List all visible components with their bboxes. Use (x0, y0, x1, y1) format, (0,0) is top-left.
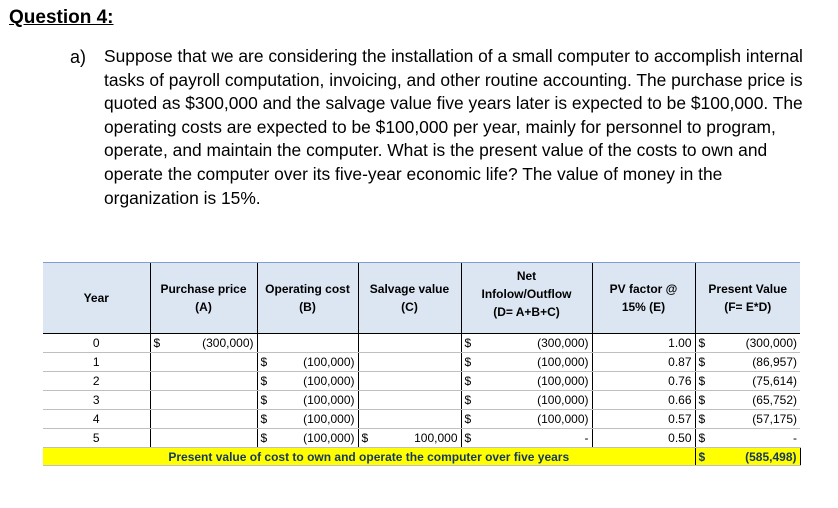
total-row (43, 448, 800, 466)
year-cell: 4 (43, 410, 150, 429)
pv-factor-cell: 0.66 (592, 391, 695, 410)
header-net-flow: Net Infolow/Outflow (D= A+B+C) (461, 263, 592, 334)
table-row (43, 334, 800, 353)
total-label: Present value of cost to own and operate the computer over five years (43, 448, 695, 466)
present-value-cell: $ (300,000) (695, 334, 800, 353)
header-pv-factor: PV factor @ 15% (E) (592, 263, 695, 334)
pv-factor-cell: 0.76 (592, 372, 695, 391)
purchase-cell (150, 353, 257, 372)
net-flow-cell: $ (100,000) (461, 391, 592, 410)
operating-cell: $ (100,000) (257, 429, 358, 448)
present-value-cell: $ (86,957) (695, 353, 800, 372)
purchase-cell (150, 391, 257, 410)
pv-factor-cell: 0.50 (592, 429, 695, 448)
year-cell: 0 (43, 334, 150, 353)
table-header-row (43, 263, 800, 334)
net-flow-cell: $ - (461, 429, 592, 448)
total-present-value (695, 448, 800, 466)
table-row (43, 429, 800, 448)
net-flow-cell: $ (100,000) (461, 372, 592, 391)
total-value: (585,498) (745, 449, 797, 464)
question-text: Suppose that we are considering the installation of a small computer to accomplish internal tasks of payroll computation, invoicing, and other routine accounting. The purchase price is quoted as $300,000 and the salvage value five years later is expected to be $100,000. The operating costs are expected to be $100,000 per year, mainly for personnel to program, operate, and maintain the computer. What is the present value of the costs to own and operate the computer over its five-year economic life? The value of money in the organization is 15%. (104, 46, 803, 208)
year-cell: 1 (43, 353, 150, 372)
table-body (43, 334, 800, 466)
table-row (43, 353, 800, 372)
cost-table (43, 262, 801, 466)
header-year: Year (43, 263, 150, 334)
header-purchase-price: Purchase price (A) (150, 263, 257, 334)
salvage-cell (358, 334, 461, 353)
purchase-cell (150, 372, 257, 391)
salvage-cell (358, 353, 461, 372)
salvage-cell: $ 100,000 (358, 429, 461, 448)
pv-factor-cell: 0.87 (592, 353, 695, 372)
total-currency-symbol: $ (698, 449, 706, 464)
table-row (43, 372, 800, 391)
operating-cell: $ (100,000) (257, 410, 358, 429)
pv-factor-cell: 0.57 (592, 410, 695, 429)
part-label: a) (70, 47, 87, 67)
header-operating-cost: Operating cost (B) (257, 263, 358, 334)
purchase-cell: $ (300,000) (150, 334, 257, 353)
salvage-cell (358, 391, 461, 410)
net-flow-cell: $ (100,000) (461, 353, 592, 372)
operating-cell: $ (100,000) (257, 372, 358, 391)
purchase-cell (150, 429, 257, 448)
year-cell: 5 (43, 429, 150, 448)
purchase-cell (150, 410, 257, 429)
present-value-cell: $ (75,614) (695, 372, 800, 391)
present-value-cell: $ (57,175) (695, 410, 800, 429)
question-heading: Question 4: (9, 7, 114, 28)
operating-cell: $ (100,000) (257, 391, 358, 410)
present-value-cell: $ - (695, 429, 800, 448)
salvage-cell (358, 372, 461, 391)
operating-cell: $ (100,000) (257, 353, 358, 372)
header-present-value: Present Value (F= E*D) (695, 263, 800, 334)
pv-factor-cell: 1.00 (592, 334, 695, 353)
table-row (43, 391, 800, 410)
year-cell: 2 (43, 372, 150, 391)
net-flow-cell: $ (100,000) (461, 410, 592, 429)
operating-cell (257, 334, 358, 353)
year-cell: 3 (43, 391, 150, 410)
net-flow-cell: $ (300,000) (461, 334, 592, 353)
present-value-cell: $ (65,752) (695, 391, 800, 410)
header-salvage-value: Salvage value (C) (358, 263, 461, 334)
salvage-cell (358, 410, 461, 429)
table-row (43, 410, 800, 429)
